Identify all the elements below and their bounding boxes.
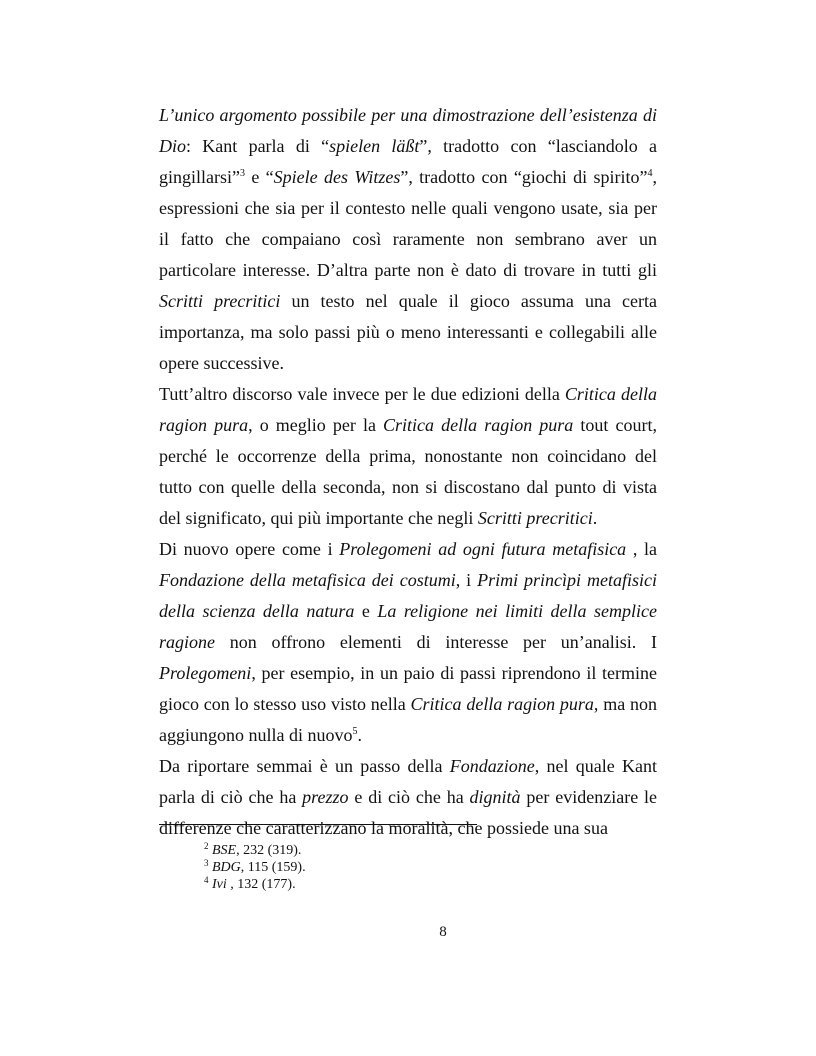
book-title: Scritti precritici xyxy=(159,291,281,311)
book-title: Fondazione xyxy=(449,756,535,776)
footnote-abbr: Ivi xyxy=(212,877,227,892)
emphasis: dignità xyxy=(469,787,521,807)
book-title: La religione nei limiti della semplice ragione xyxy=(159,601,657,652)
paragraph: Di nuovo opere come i Prolegomeni ad ogni futura metafisica , la Fondazione della metafisica dei costumi, i Primi princìpi metafisici della scienza della natura e La religione nei limiti della semplice ragione non offrono elementi di interesse per un’analisi. I Prolegomeni, per esempio, in un paio di passi riprendono il termine gioco con lo stesso uso visto nella Critica della ragion pura, ma non aggiungono nulla di nuovo$^5$. xyxy=(159,539,657,745)
footnotes xyxy=(204,842,306,893)
emphasis: prezzo xyxy=(302,787,349,807)
footnote-ref: 5 xyxy=(352,726,358,737)
footnote-ref-text: , 115 (159). xyxy=(240,860,306,875)
book-title: Critica della ragion pura xyxy=(410,694,594,714)
book-title: Prolegomeni ad ogni futura metafisica xyxy=(339,539,627,559)
paragraph: Tutt’altro discorso vale invece per le due edizioni della Critica della ragion pura, o meglio per la Critica della ragion pura tout court, perché le occorrenze della prima, nonostante non coincidano del tutto con quelle della seconda, non si discostano dal punto di vista del significato, qui più importante che negli Scritti precritici. xyxy=(159,384,657,528)
paragraph: Da riportare semmai è un passo della Fondazione, nel quale Kant parla di ciò che ha prezzo e di ciò che ha dignità per evidenziare le differenze che caratterizzano la moralità, che possiede una sua xyxy=(159,756,658,838)
footnote-ref-text: , 232 (319). xyxy=(236,843,302,858)
footnote-number: 4 xyxy=(204,875,209,885)
footnote xyxy=(204,859,306,876)
page-number: 8 xyxy=(439,924,447,940)
book-title: Critica della ragion pura xyxy=(159,384,657,435)
book-title: Prolegomeni xyxy=(159,663,252,683)
footnote-ref-text: , 132 (177). xyxy=(226,877,296,892)
book-title: Fondazione della metafisica dei costumi xyxy=(159,570,456,590)
quoted-term: spielen läßt xyxy=(329,136,420,156)
book-title: Critica della ragion pura xyxy=(383,415,574,435)
paragraph: L’unico argomento possibile per una dimostrazione dell’esistenza di Dio: Kant parla di “spielen läßt”, tradotto con “lasciandolo a gingillarsi”$^3$ e “Spiele des Witzes”, tradotto con “giochi di spirito”$^4$, espressioni che sia per il contesto nelle quali vengono usate, sia per il fatto che compaiano così raramente non sembrano aver un particolare interesse. D’altra parte non è dato di trovare in tutti gli Scritti precritici un testo nel quale il gioco assuma una certa importanza, ma solo passi più o meno interessanti e collegabili alle opere successive. xyxy=(159,105,657,373)
footnote-number: 3 xyxy=(204,858,209,868)
footnote-abbr: BDG xyxy=(212,860,241,875)
quoted-term: Spiele des Witzes xyxy=(273,167,401,187)
book-title: Primi princìpi metafisici della scienza della natura xyxy=(159,570,657,621)
footnote-number: 2 xyxy=(204,841,209,851)
footnote xyxy=(204,842,306,859)
book-title: Scritti precritici xyxy=(477,508,593,528)
body-text xyxy=(159,100,657,844)
footnote-abbr: BSE xyxy=(212,843,237,858)
footnote-separator xyxy=(159,824,477,825)
footnote-ref: 4 xyxy=(647,168,653,179)
footnote xyxy=(204,876,306,893)
book-title: L’unico argomento possibile per una dimostrazione dell’esistenza di Dio xyxy=(159,105,657,156)
footnote-ref: 3 xyxy=(239,168,245,179)
